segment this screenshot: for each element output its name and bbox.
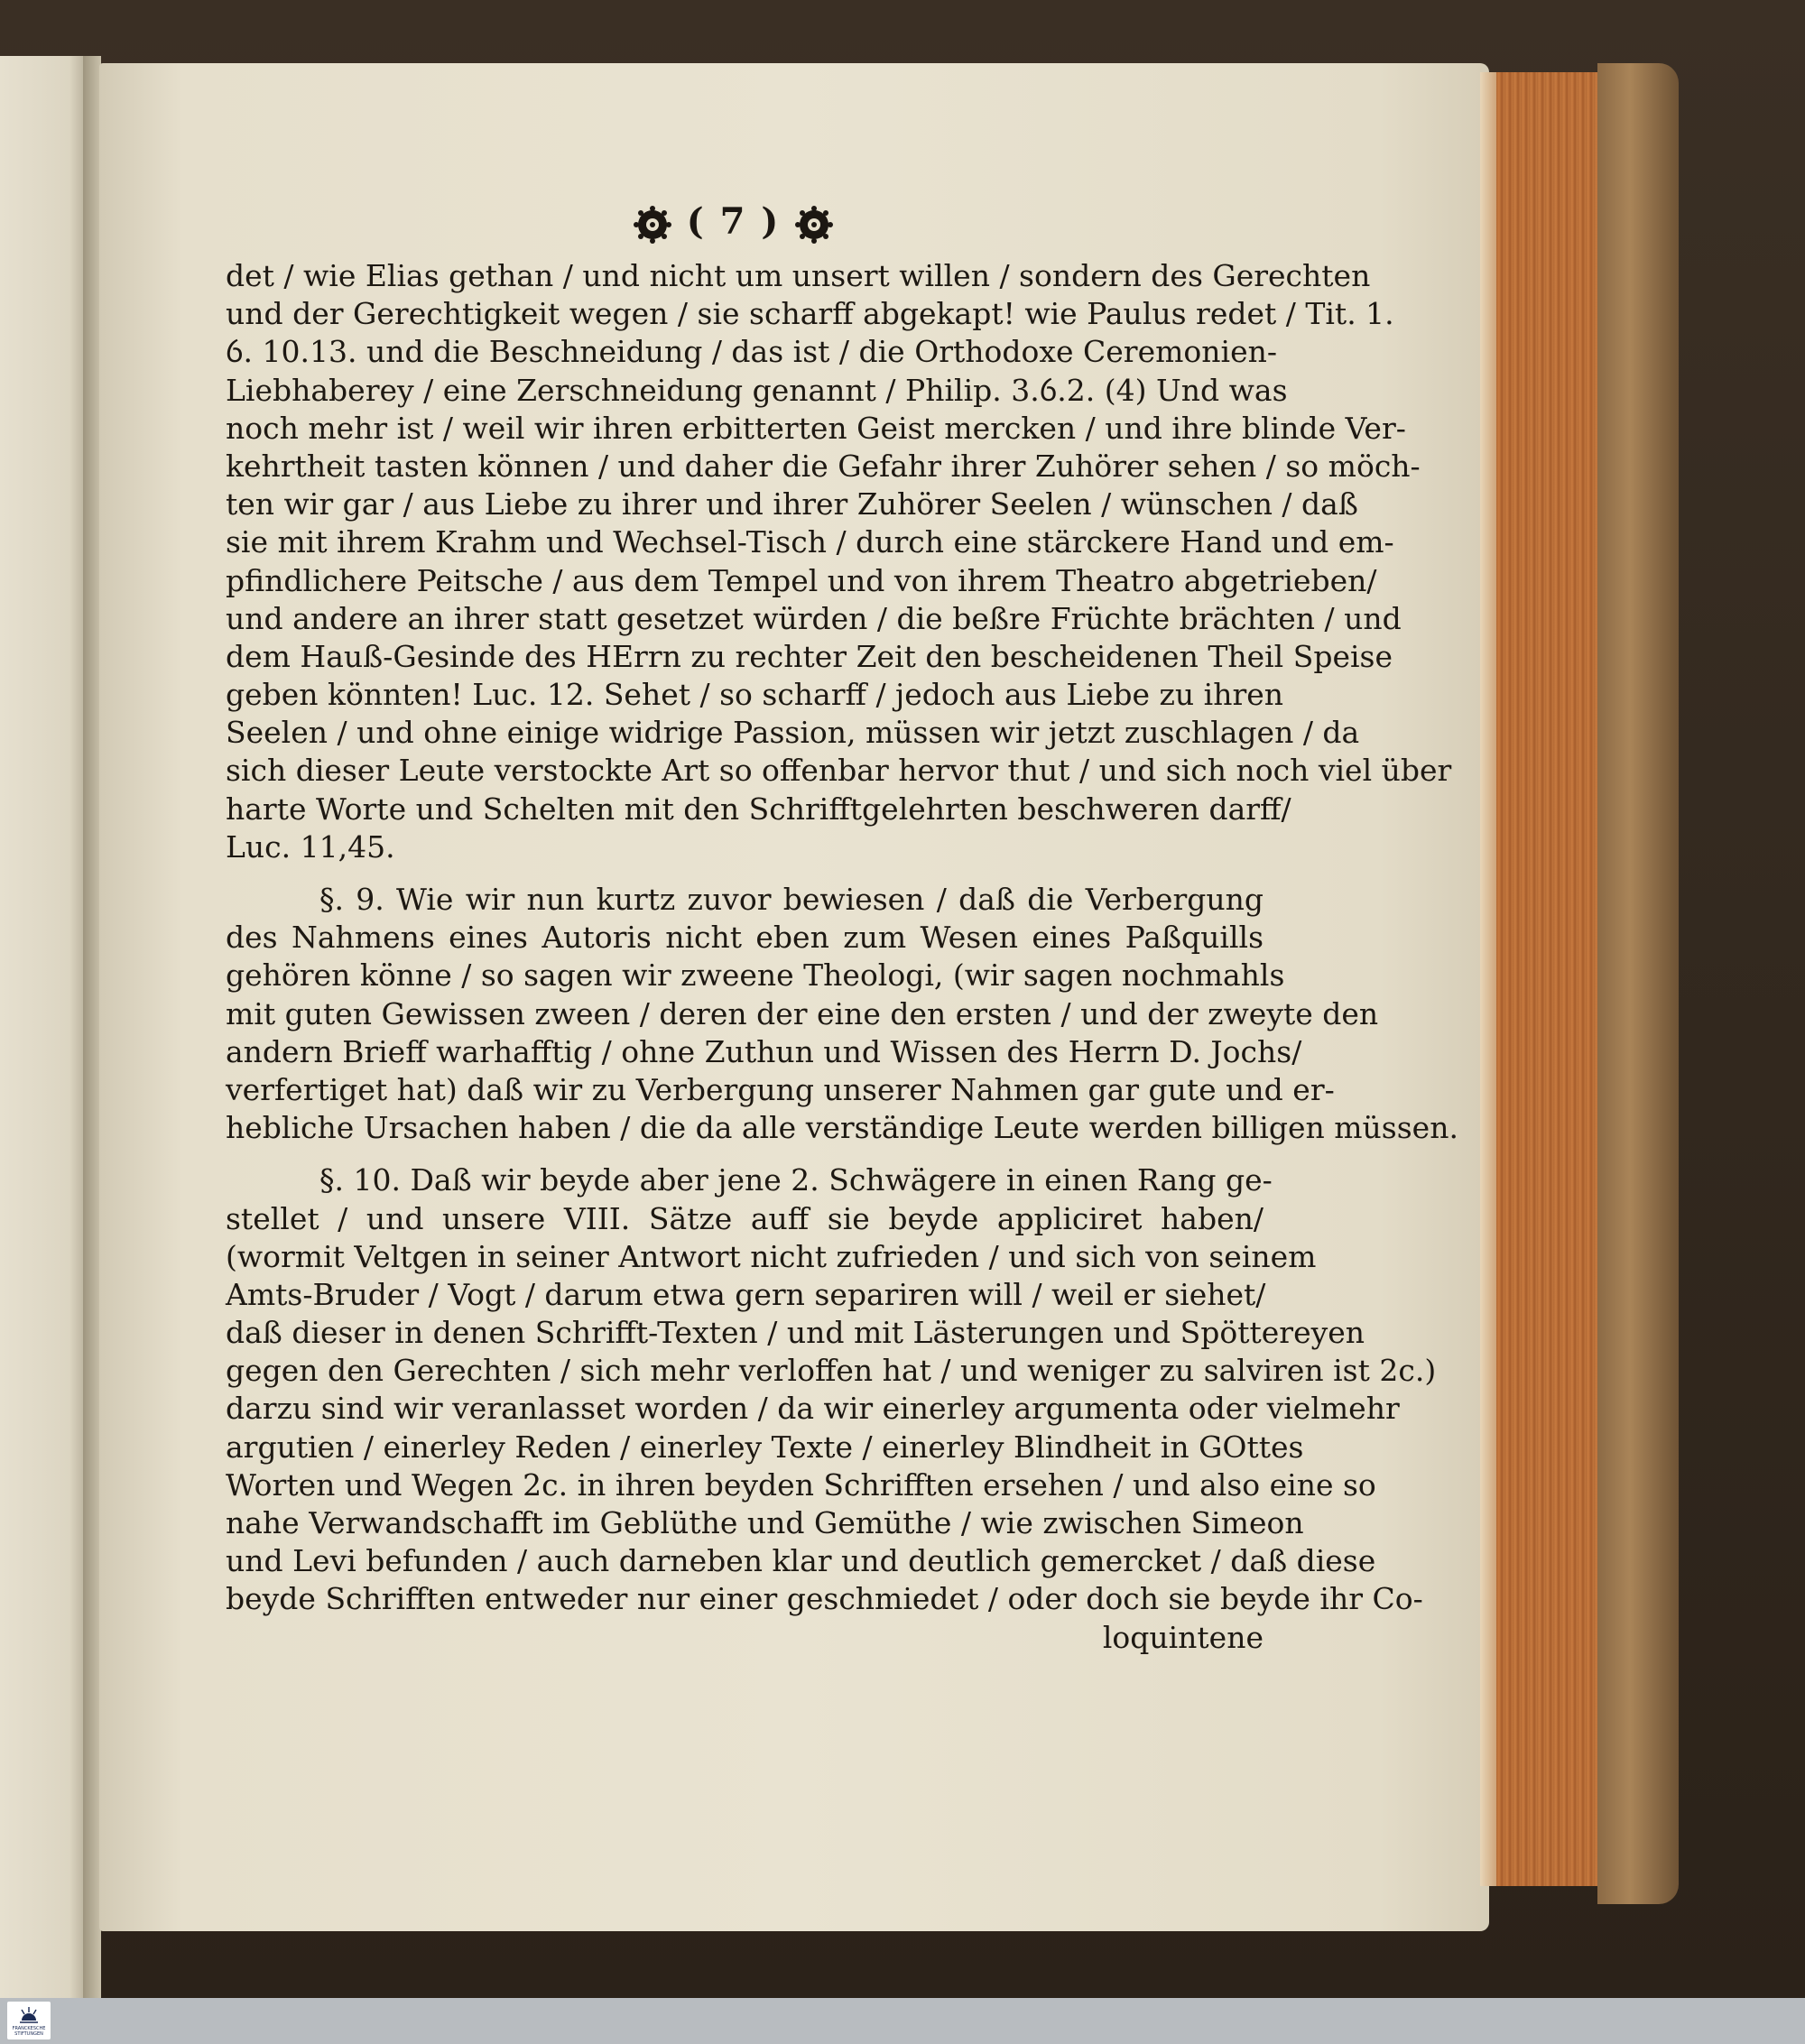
text-line: sich dieser Leute verstockte Art so offenbar hervor thut / und sich noch viel über	[226, 753, 1452, 789]
left-ornament-icon	[633, 205, 672, 245]
text-line: Luc. 11,45.	[226, 828, 395, 865]
section-10-line: Amts-Bruder / Vogt / darum etwa gern separiren will / weil er siehet/	[226, 1276, 1266, 1312]
section-10-line: §. 10. Daß wir beyde aber jene 2. Schwägere in einen Rang ge-	[319, 1162, 1273, 1198]
text-line: und der Gerechtigkeit wegen / sie scharff abgekapt! wie Paulus redet / Tit. 1.	[226, 296, 1394, 332]
text-line: Seelen / und ohne einige widrige Passion, müssen wir jetzt zuschlagen / da	[226, 715, 1360, 751]
text-line: pfindlichere Peitsche / aus dem Tempel und von ihrem Theatro abgetrieben/	[226, 562, 1377, 598]
catchword: loquintene	[1102, 1619, 1264, 1655]
section-9-line: §. 9. Wie wir nun kurtz zuvor bewiesen / daß die Verbergung	[319, 882, 1264, 917]
section-10-line: darzu sind wir veranlasset worden / da wir einerley argumenta oder vielmehr	[226, 1391, 1400, 1427]
text-line: und andere an ihrer statt gesetzet würden / die beßre Früchte brächten / und	[226, 600, 1402, 636]
viewer-footer-bar	[0, 1998, 1805, 2044]
page-header	[0, 200, 1467, 245]
text-line: Liebhaberey / eine Zerschneidung genannt / Philip. 3.ỽ.2. (4) Und was	[226, 372, 1288, 408]
logo-text: FRANCKESCHE STIFTUNGEN	[12, 2026, 46, 2037]
text-line: geben könnten! Luc. 12. Sehet / so scharff / jedoch aus Liebe zu ihren	[226, 677, 1284, 713]
section-10-line: und Levi befunden / auch darneben klar und deutlich gemercket / daß diese	[226, 1543, 1376, 1579]
text-line: harte Worte und Schelten mit den Schrifftgelehrten beschweren darff/	[226, 791, 1291, 827]
section-10-line: (wormit Veltgen in seiner Antwort nicht zufrieden / und sich von seinem	[226, 1238, 1317, 1274]
text-line: noch mehr ist / weil wir ihren erbitterten Geist mercken / und ihre blinde Ver-	[226, 410, 1406, 446]
text-line: dem Hauß-Gesinde des HErrn zu rechter Zeit den bescheidenen Theil Speise	[226, 638, 1393, 674]
right-ornament-icon	[794, 205, 834, 245]
text-line: ỽ. 10.13. und die Beschneidung / das ist / die Orthodoxe Ceremonien-	[226, 334, 1278, 370]
section-9-line: gehören könne / so sagen wir zweene Theologi, (wir sagen nochmahls	[226, 957, 1285, 994]
section-9-line: verfertiget hat) daß wir zu Verbergung unserer Nahmen gar gute und er-	[226, 1071, 1335, 1107]
section-10-line: daß dieser in denen Schrifft-Texten / und mit Lästerungen und Spöttereyen	[226, 1315, 1365, 1351]
franckesche-stiftungen-logo[interactable]	[7, 2002, 51, 2039]
section-9-line: des Nahmens eines Autoris nicht eben zum Wesen eines Paßquills	[226, 920, 1264, 956]
book-cover-edge	[1597, 63, 1679, 1904]
section-10-line: argutien / einerley Reden / einerley Texte / einerley Blindheit in GOttes	[226, 1429, 1304, 1465]
section-10-line: gegen den Gerechten / sich mehr verloffen hat / und weniger zu salviren ist 2c.)	[226, 1353, 1437, 1389]
section-9-line: hebliche Ursachen haben / die da alle verständige Leute werden billigen müssen.	[226, 1110, 1458, 1146]
text-line: ten wir gar / aus Liebe zu ihrer und ihrer Zuhörer Seelen / wünschen / daß	[226, 486, 1358, 523]
section-9-line: mit guten Gewissen zween / deren der eine den ersten / und der zweyte den	[226, 995, 1379, 1031]
left-page-edge	[0, 56, 87, 1998]
text-line: sie mit ihrem Krahm und Wechsel-Tisch / durch eine stärckere Hand und em-	[226, 524, 1394, 560]
body-text	[226, 257, 1458, 1657]
section-9-line: andern Brieff warhafftig / ohne Zuthun und Wissen des Herrn D. Jochs/	[226, 1033, 1302, 1069]
section-10-line: Worten und Wegen 2c. in ihren beyden Schrifften ersehen / und also eine so	[226, 1466, 1376, 1503]
section-10-line: beyde Schrifften entweder nur einer geschmiedet / oder doch sie beyde ihr Co-	[226, 1581, 1423, 1617]
text-line: det / wie Elias gethan / und nicht um unsert willen / sondern des Gerechten	[226, 258, 1371, 293]
sun-emblem-icon	[19, 2006, 39, 2024]
text-line: kehrtheit tasten können / und daher die Gefahr ihrer Zuhörer sehen / so möch-	[226, 448, 1421, 484]
page-number: ( 7 )	[686, 200, 781, 243]
section-10-line: stellet / und unsere VIII. Sätze auff sie beyde appliciret haben/	[226, 1200, 1264, 1236]
section-10-line: nahe Verwandschafft im Geblüthe und Gemüthe / wie zwischen Simeon	[226, 1505, 1304, 1540]
book-gutter	[83, 56, 101, 1998]
